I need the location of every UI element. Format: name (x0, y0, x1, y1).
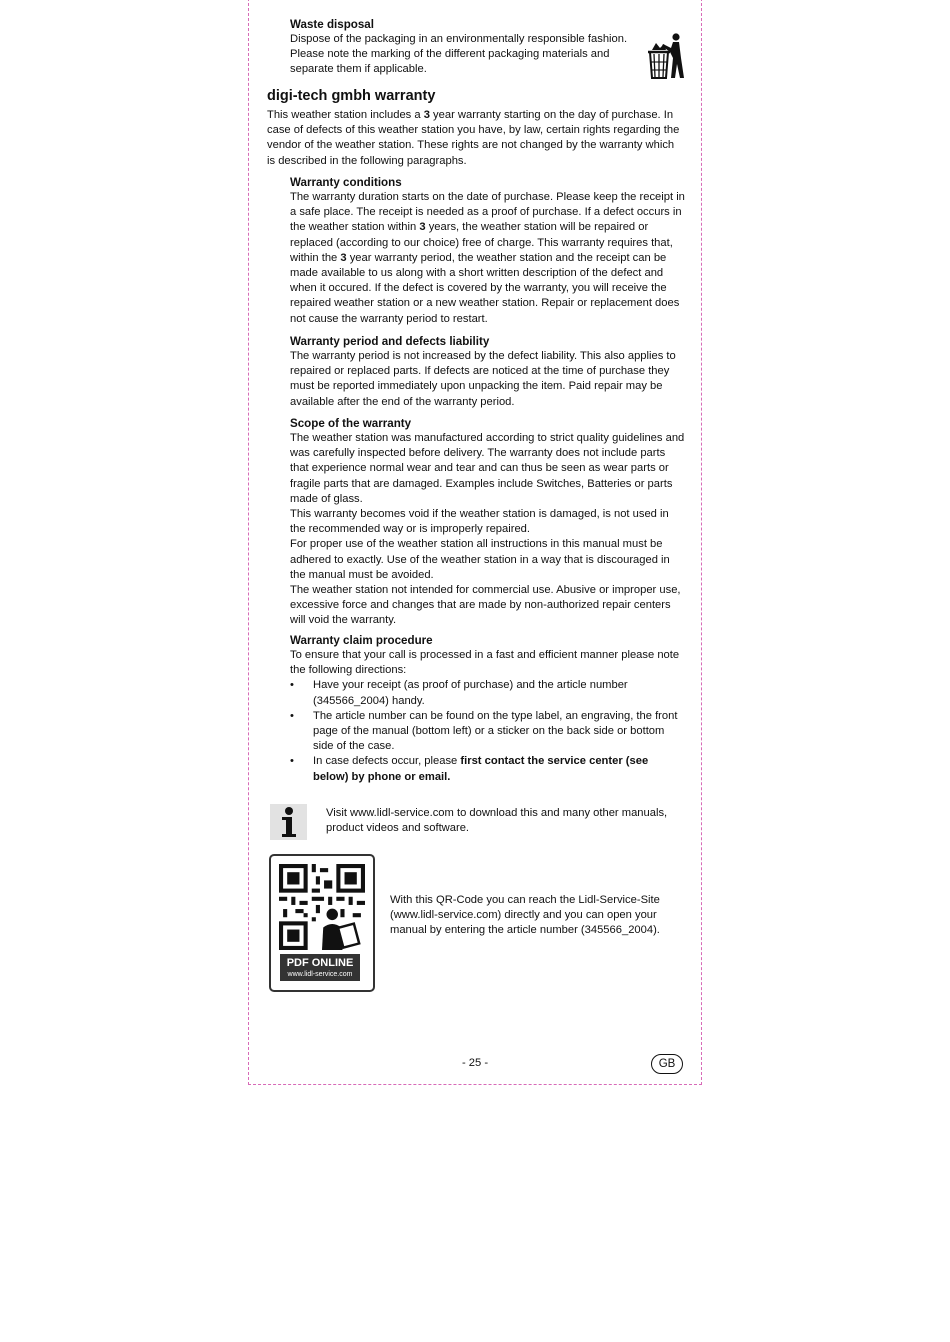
scope-paragraph-4: The weather station not intended for commercial use. Abusive or improper use, excessive force and changes that are made by non-authorized repair centers will void the warranty. (290, 584, 681, 627)
bullet-icon: • (290, 709, 294, 722)
trash-bin-icon (646, 32, 686, 80)
scope-paragraph-3: For proper use of the weather station all instructions in this manual must be adhered to exactly. Use of the weather station in a way that is discouraged in the manual must be avoided. (290, 538, 670, 581)
qr-badge (269, 854, 375, 992)
claim-bullet-3-text-b: first contact the service center (see below) by phone or email. (313, 755, 649, 783)
warranty-conditions-section (290, 175, 685, 327)
claim-bullet-2-text: The article number can be found on the type label, an engraving, the front page of the manual (bottom left) or a sticker on the back side or bottom side of the case. (313, 709, 678, 753)
warranty-scope-heading: Scope of the warranty (290, 417, 412, 430)
conditions-text-c: year warranty period, the weather station and the receipt can be made available to us along with a short written description of the defect and when it occured. If the defect is covered by the warranty, you will receive the repaired weather station or a new weather station. Repair or replacement does not cause the warranty period to restart. (290, 251, 680, 325)
waste-disposal-text: Dispose of the packaging in an environmentally responsible fashion. Please note the marking of the different packaging materials and separate them if applicable. (290, 33, 628, 76)
claim-list-item (290, 678, 685, 708)
qr-text: With this QR-Code you can reach the Lidl-Service-Site (www.lidl-service.com) directly and you can open your manual by entering the article number (345566_2004). (390, 894, 660, 937)
warranty-title: digi-tech gmbh warranty (267, 88, 436, 104)
claim-list-item (290, 754, 685, 784)
conditions-years-1: 3 (419, 221, 426, 234)
scope-paragraph-1: The weather station was manufactured according to strict quality guidelines and was carefully inspected before delivery. The warranty does not include parts that experience normal wear and tear and can thus be seen as wear parts or fragile parts that are damaged. Examples include Switches, Batteries or parts made of glass. (290, 432, 685, 505)
warranty-period-text: The warranty period is not increased by the defect liability. This also applies to repaired or replaced parts. If defects are noticed at the time of purchase they must be reported immediately upon unpacking the item. Paid repair may be available after the end of the warranty period. (290, 350, 676, 408)
warranty-period-section (290, 334, 685, 410)
pdf-online-label (280, 954, 360, 981)
claim-list-item (290, 709, 685, 755)
pdf-online-title: PDF ONLINE (286, 957, 354, 969)
waste-disposal-heading: Waste disposal (290, 18, 374, 31)
qr-code-icon (279, 864, 365, 950)
warranty-conditions-text (290, 190, 685, 327)
warranty-claim-section (290, 633, 685, 785)
warranty-period-heading: Warranty period and defects liability (290, 335, 490, 348)
page-number: - 25 - (461, 1057, 489, 1069)
warranty-intro-years: 3 (423, 109, 430, 121)
warranty-claim-intro: To ensure that your call is processed in a fast and efficient manner please note the following directions: (290, 649, 680, 677)
claim-bullet-1-text: Have your receipt (as proof of purchase) and the article number (345566_2004) handy. (313, 679, 628, 707)
waste-disposal-section (290, 17, 635, 78)
warranty-intro-text-a: This weather station includes a (267, 109, 424, 121)
pdf-online-url: www.lidl-service.com (287, 971, 353, 978)
conditions-text-b: years, the weather station will be repaired or replaced (according to our choice) free of charge. This warranty requires that, within the (290, 221, 673, 264)
warranty-conditions-heading: Warranty conditions (290, 176, 402, 189)
conditions-years-2: 3 (340, 251, 347, 264)
warranty-intro-text-b: year warranty starting on the day of purchase. In case of defects of this weather station you have, by law, certain rights regarding the vendor of the weather station. These rights are not changed by the warranty which is described in the following paragraphs. (267, 109, 680, 167)
warranty-claim-heading: Warranty claim procedure (290, 634, 433, 647)
info-icon (270, 804, 307, 840)
claim-bullet-3-text-a: In case defects occur, please (313, 755, 461, 768)
info-text: Visit www.lidl-service.com to download this and many other manuals, product videos and software. (326, 807, 668, 835)
bullet-icon: • (290, 755, 294, 768)
warranty-intro (267, 108, 685, 169)
bullet-icon: • (290, 679, 294, 692)
scope-paragraph-2: This warranty becomes void if the weather station is damaged, is not used in the recommended way or is improperly repaired. (290, 508, 669, 536)
warranty-scope-section (290, 416, 685, 629)
country-badge: GB (651, 1054, 683, 1074)
conditions-text-a: The warranty duration starts on the date of purchase. Please keep the receipt in a safe place. The receipt is needed as a proof of purchase. If a defect occurs in the weather station within (290, 191, 685, 234)
